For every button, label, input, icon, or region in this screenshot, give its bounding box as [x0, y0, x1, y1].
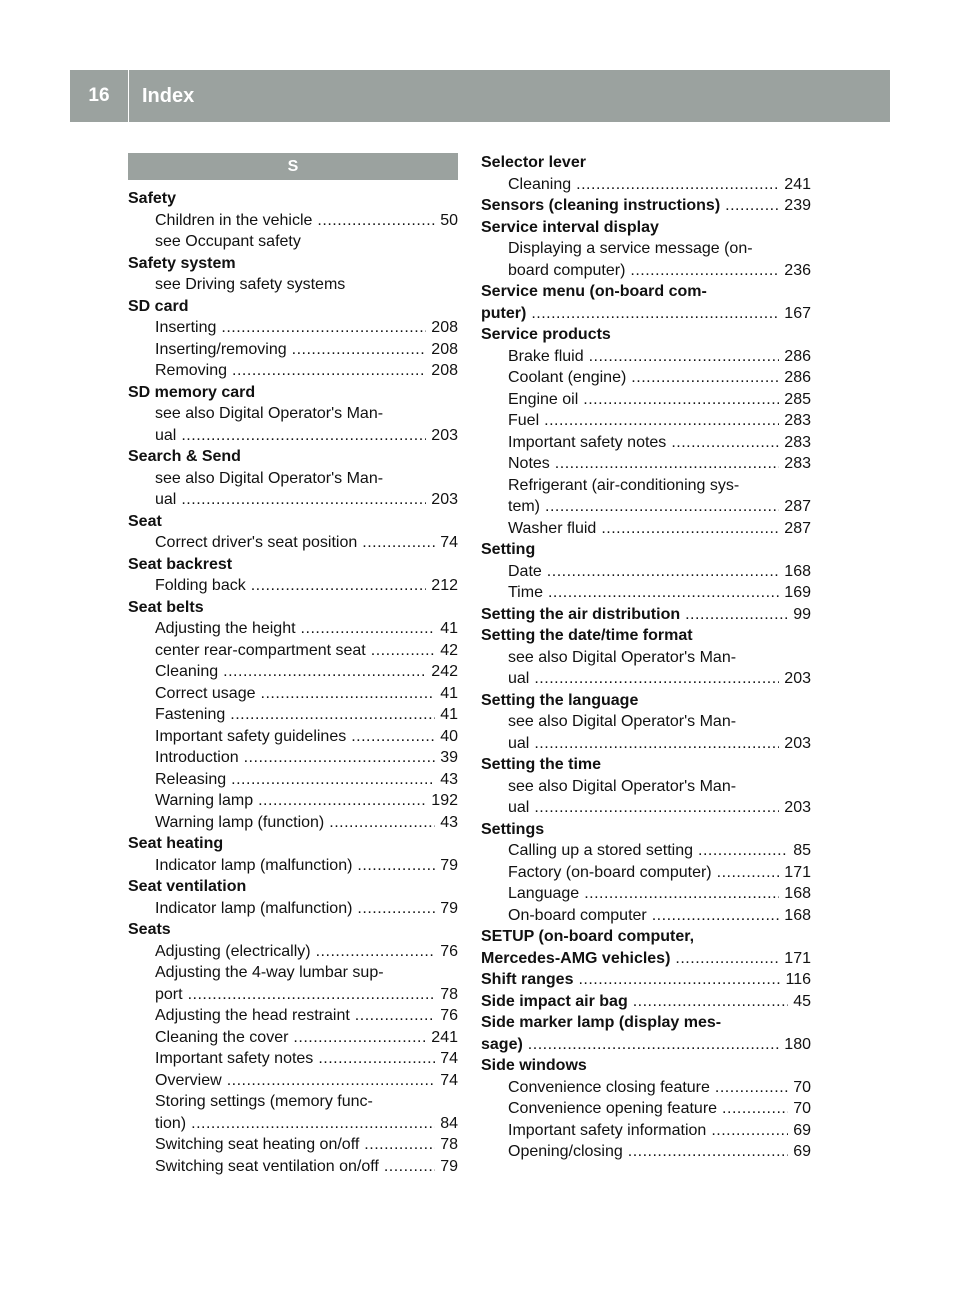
- dot-leader: [230, 704, 435, 726]
- dot-leader: [316, 941, 436, 963]
- page-reference: 283: [784, 455, 811, 472]
- index-subentry: [481, 561, 811, 583]
- index-subentry: [481, 668, 811, 690]
- index-subentry: [128, 532, 458, 554]
- index-subentry: [128, 855, 458, 877]
- index-heading: SD card: [128, 297, 189, 315]
- entry-text: Important safety guidelines: [155, 727, 347, 745]
- entry-text: Engine oil: [508, 390, 579, 408]
- dot-leader: [601, 518, 779, 540]
- dot-leader: [671, 432, 779, 454]
- entry-text: Important safety notes: [508, 433, 667, 451]
- index-subentry: see also Digital Operator's Man-: [155, 405, 384, 422]
- dot-leader: [631, 367, 779, 389]
- entry-text: Inserting: [155, 319, 217, 336]
- section-title: Index: [142, 84, 195, 107]
- dot-leader: [227, 1070, 436, 1092]
- entry-text: Cleaning the cover: [155, 1028, 289, 1046]
- index-subentry: see Occupant safety: [155, 233, 301, 250]
- index-heading: Search & Send: [128, 448, 241, 465]
- entry-text: Date: [508, 562, 542, 580]
- dot-leader: [685, 604, 788, 626]
- page-reference: 39: [440, 749, 458, 766]
- dot-leader: [181, 425, 426, 447]
- index-subentry: [128, 339, 458, 361]
- entry-text: tion): [155, 1114, 187, 1132]
- index-subentry: [128, 1070, 458, 1092]
- page-reference: 76: [440, 1007, 458, 1024]
- page-reference: 41: [440, 684, 458, 702]
- entry-text: Brake fluid: [508, 347, 584, 365]
- entry-text: ual: [508, 734, 530, 752]
- dot-leader: [555, 453, 780, 475]
- index-heading: Safety system: [128, 254, 236, 272]
- dot-leader: [223, 661, 426, 683]
- index-heading: Settings: [481, 820, 545, 838]
- dot-leader: [371, 640, 435, 662]
- dot-leader: [357, 898, 435, 920]
- entry-text: port: [155, 985, 183, 1003]
- page-reference: 85: [793, 842, 811, 859]
- dot-leader: [548, 582, 779, 604]
- page-reference: 168: [784, 906, 811, 924]
- index-subentry: [128, 210, 458, 232]
- index-subentry: [128, 941, 458, 963]
- entry-text: Warning lamp (function): [155, 813, 325, 831]
- page-reference: 78: [440, 1136, 458, 1153]
- index-subentry: [128, 640, 458, 662]
- index-heading: Setting the language: [481, 691, 639, 709]
- page-reference: 74: [440, 1050, 458, 1067]
- index-subentry: [481, 432, 811, 454]
- entry-text: ual: [155, 491, 177, 508]
- entry-text: Opening/closing: [508, 1143, 623, 1160]
- index-subentry: Displaying a service message (on-: [508, 240, 753, 257]
- dot-leader: [715, 1077, 788, 1099]
- page-reference: 286: [784, 369, 811, 386]
- page-reference: 287: [784, 519, 811, 537]
- page-reference: 171: [784, 949, 811, 967]
- index-subentry: [481, 883, 811, 905]
- dot-leader: [357, 855, 435, 877]
- entry-text: Warning lamp: [155, 792, 254, 809]
- index-subentry: [128, 769, 458, 791]
- page-reference: 79: [440, 899, 458, 917]
- page-reference: 74: [440, 1071, 458, 1089]
- page-reference: 203: [784, 670, 811, 687]
- entry-text: Adjusting (electrically): [155, 942, 311, 960]
- index-column-right: [481, 152, 811, 1163]
- entry-text: ual: [155, 426, 177, 444]
- entry-text: Setting the air distribution: [481, 605, 681, 623]
- index-subentry: see also Digital Operator's Man-: [508, 648, 737, 666]
- index-heading: Service menu (on-board com-: [481, 283, 707, 300]
- dot-leader: [675, 948, 779, 970]
- entry-text: puter): [481, 304, 527, 322]
- index-heading: Selector lever: [481, 154, 586, 171]
- entry-text: Coolant (engine): [508, 369, 627, 386]
- page-reference: 241: [431, 1028, 458, 1046]
- index-heading: Service interval display: [481, 218, 659, 236]
- entry-text: Inserting/removing: [155, 340, 287, 358]
- entry-text: Factory (on-board computer): [508, 863, 712, 881]
- entry-text: Switching seat heating on/off: [155, 1136, 360, 1153]
- dot-leader: [725, 195, 779, 217]
- page-reference: 169: [784, 584, 811, 601]
- dot-leader: [698, 840, 788, 862]
- entry-text: Cleaning: [508, 175, 572, 193]
- index-heading: [481, 991, 811, 1013]
- entry-text: Introduction: [155, 749, 239, 766]
- page-number: 16: [88, 85, 110, 106]
- dot-leader: [292, 339, 427, 361]
- entry-text: sage): [481, 1035, 523, 1053]
- index-subentry: [481, 1141, 811, 1163]
- entry-text: Sensors (cleaning instructions): [481, 197, 721, 214]
- page-reference: 239: [784, 197, 811, 214]
- dot-leader: [583, 389, 779, 411]
- index-subentry: [128, 704, 458, 726]
- dot-leader: [318, 1048, 435, 1070]
- entry-text: Side impact air bag: [481, 992, 628, 1010]
- index-subentry: [128, 661, 458, 683]
- dot-leader: [317, 210, 435, 232]
- index-subentry: [128, 984, 458, 1006]
- entry-text: ual: [508, 799, 530, 816]
- entry-text: center rear-compartment seat: [155, 641, 366, 659]
- page-reference: 69: [793, 1121, 811, 1139]
- dot-leader: [544, 410, 779, 432]
- index-heading: [481, 195, 811, 217]
- entry-text: Correct usage: [155, 684, 256, 702]
- entry-text: Fastening: [155, 706, 226, 723]
- dot-leader: [584, 883, 779, 905]
- page-reference: 241: [784, 175, 811, 193]
- index-subentry: [481, 797, 811, 819]
- page-reference: 192: [431, 792, 458, 809]
- page-reference: 84: [440, 1114, 458, 1132]
- entry-text: tem): [508, 498, 540, 515]
- index-heading: [481, 969, 811, 991]
- index-heading: Setting the time: [481, 756, 602, 773]
- dot-leader: [633, 991, 788, 1013]
- page-reference: 203: [431, 426, 458, 444]
- dot-leader: [261, 683, 436, 705]
- index-heading: Seat belts: [128, 598, 204, 616]
- index-subentry: [481, 389, 811, 411]
- index-heading: [481, 303, 811, 325]
- page-reference: 203: [784, 734, 811, 752]
- dot-leader: [578, 969, 780, 991]
- dot-leader: [351, 726, 435, 748]
- index-heading: SETUP (on-board computer,: [481, 928, 695, 945]
- page-reference: 40: [440, 727, 458, 745]
- page-reference: 212: [431, 577, 458, 594]
- index-subentry: [128, 726, 458, 748]
- index-subentry: [128, 575, 458, 597]
- dot-leader: [711, 1120, 788, 1142]
- index-subentry: [128, 317, 458, 339]
- index-subentry: [481, 453, 811, 475]
- index-heading: Seat heating: [128, 835, 224, 852]
- index-subentry: [481, 496, 811, 518]
- dot-leader: [231, 769, 435, 791]
- page-reference: 78: [440, 985, 458, 1003]
- index-subentry: [128, 618, 458, 640]
- dot-leader: [628, 1141, 788, 1163]
- dot-leader: [528, 1034, 780, 1056]
- page-reference: 41: [440, 706, 458, 723]
- page-reference: 116: [785, 971, 811, 988]
- entry-text: ual: [508, 670, 530, 687]
- index-subentry: Adjusting the 4-way lumbar sup-: [155, 964, 384, 981]
- entry-text: Fuel: [508, 412, 540, 429]
- index-heading: SD memory card: [128, 383, 256, 401]
- entry-text: Indicator lamp (malfunction): [155, 856, 353, 874]
- entry-text: Important safety notes: [155, 1050, 314, 1067]
- dot-leader: [221, 317, 426, 339]
- index-subentry: see also Digital Operator's Man-: [508, 713, 737, 730]
- entry-text: Important safety information: [508, 1121, 707, 1139]
- dot-leader: [362, 532, 435, 554]
- index-subentry: [481, 862, 811, 884]
- index-subentry: [481, 1077, 811, 1099]
- index-subentry: [481, 174, 811, 196]
- page-reference: 168: [784, 885, 811, 902]
- page-reference: 287: [784, 498, 811, 515]
- index-subentry: [481, 905, 811, 927]
- index-subentry: [128, 683, 458, 705]
- page-reference: 76: [440, 942, 458, 960]
- dot-leader: [188, 984, 436, 1006]
- index-heading: [481, 604, 811, 626]
- entry-text: Adjusting the height: [155, 620, 296, 637]
- page-reference: 99: [793, 605, 811, 623]
- page-reference: 41: [440, 620, 458, 637]
- index-subentry: [128, 790, 458, 812]
- entry-text: Indicator lamp (malfunction): [155, 899, 353, 917]
- dot-leader: [232, 360, 426, 382]
- page-reference: 208: [431, 340, 458, 358]
- entry-text: Language: [508, 885, 580, 902]
- entry-text: Washer fluid: [508, 519, 597, 537]
- entry-text: board computer): [508, 261, 626, 279]
- index-heading: Service products: [481, 326, 611, 343]
- index-subentry: [128, 360, 458, 382]
- page-reference: 168: [784, 562, 811, 580]
- index-subentry: [128, 1048, 458, 1070]
- entry-text: Removing: [155, 362, 228, 379]
- page-reference: 79: [440, 856, 458, 874]
- page-reference: 70: [793, 1100, 811, 1117]
- dot-leader: [589, 346, 780, 368]
- page-reference: 180: [784, 1035, 811, 1053]
- index-heading: Side marker lamp (display mes-: [481, 1014, 722, 1031]
- page-reference: 285: [784, 390, 811, 408]
- dot-leader: [251, 575, 427, 597]
- page-reference: 208: [431, 362, 458, 379]
- page-reference: 45: [793, 992, 811, 1010]
- index-heading: Seat: [128, 512, 162, 530]
- page-reference: 69: [793, 1143, 811, 1160]
- entry-text: Cleaning: [155, 663, 219, 680]
- page-reference: 79: [440, 1157, 458, 1175]
- index-subentry: [128, 425, 458, 447]
- entry-text: Switching seat ventilation on/off: [155, 1157, 379, 1175]
- page-reference: 43: [440, 770, 458, 788]
- dot-leader: [364, 1134, 435, 1156]
- entry-text: Convenience opening feature: [508, 1100, 718, 1117]
- page-reference: 74: [440, 534, 458, 551]
- index-subentry: [128, 1005, 458, 1027]
- entry-text: Adjusting the head restraint: [155, 1007, 350, 1024]
- index-heading: Seat backrest: [128, 555, 233, 573]
- dot-leader: [722, 1098, 788, 1120]
- index-heading: Seat ventilation: [128, 878, 247, 895]
- page-reference: 203: [784, 799, 811, 816]
- entry-text: On-board computer: [508, 906, 647, 924]
- index-subentry: [481, 582, 811, 604]
- index-subentry: [481, 840, 811, 862]
- page-reference: 50: [440, 211, 458, 229]
- index-heading: Safety: [128, 190, 177, 207]
- index-subentry: [481, 346, 811, 368]
- index-subentry: [481, 518, 811, 540]
- index-subentry: [481, 367, 811, 389]
- index-subentry: see also Digital Operator's Man-: [155, 469, 384, 487]
- entry-text: Overview: [155, 1071, 222, 1089]
- index-subentry: [128, 489, 458, 511]
- dot-leader: [301, 618, 436, 640]
- index-heading: Seats: [128, 921, 171, 938]
- dot-leader: [191, 1113, 435, 1135]
- index-column-left: [128, 153, 458, 1177]
- dot-leader: [258, 790, 426, 812]
- page-reference: 242: [431, 663, 458, 680]
- dot-leader: [534, 733, 779, 755]
- index-subentry: [128, 1134, 458, 1156]
- dot-leader: [534, 797, 779, 819]
- entry-text: Shift ranges: [481, 971, 574, 988]
- entry-list-left: [128, 188, 458, 1177]
- index-subentry: [128, 898, 458, 920]
- index-subentry: [481, 410, 811, 432]
- dot-leader: [652, 905, 780, 927]
- dot-leader: [717, 862, 780, 884]
- index-subentry: Refrigerant (air-conditioning sys-: [508, 476, 740, 494]
- page-reference: 70: [793, 1078, 811, 1096]
- entry-text: Time: [508, 584, 543, 601]
- dot-leader: [355, 1005, 435, 1027]
- index-heading: [481, 948, 811, 970]
- dot-leader: [547, 561, 780, 583]
- index-subentry: [128, 1156, 458, 1178]
- index-subentry: see also Digital Operator's Man-: [508, 777, 737, 795]
- index-subentry: [128, 1027, 458, 1049]
- entry-text: Calling up a stored setting: [508, 842, 693, 859]
- index-subentry: [481, 260, 811, 282]
- page-reference: 283: [784, 433, 811, 451]
- page-reference: 203: [431, 491, 458, 508]
- page-reference: 236: [784, 261, 811, 279]
- dot-leader: [576, 174, 779, 196]
- page-reference: 42: [440, 641, 458, 659]
- page-reference: 167: [784, 304, 811, 322]
- dot-leader: [384, 1156, 435, 1178]
- page-reference: 208: [431, 319, 458, 336]
- index-heading: Side windows: [481, 1057, 587, 1074]
- dot-leader: [545, 496, 779, 518]
- dot-leader: [630, 260, 779, 282]
- entry-text: Correct driver's seat position: [155, 534, 358, 551]
- index-heading: Setting: [481, 541, 536, 558]
- entry-text: Convenience closing feature: [508, 1078, 710, 1096]
- entry-text: Folding back: [155, 577, 246, 594]
- index-subentry: [481, 1120, 811, 1142]
- page-reference: 286: [784, 347, 811, 365]
- index-subentry: see Driving safety systems: [155, 276, 346, 293]
- dot-leader: [531, 303, 779, 325]
- entry-text: Children in the vehicle: [155, 211, 313, 229]
- index-heading: Setting the date/time format: [481, 627, 693, 644]
- page-reference: 43: [440, 813, 458, 831]
- entry-list-right: [481, 152, 811, 1163]
- page-reference: 171: [784, 863, 811, 881]
- index-subentry: [128, 1113, 458, 1135]
- index-subentry: Storing settings (memory func-: [155, 1093, 373, 1110]
- index-heading: [481, 1034, 811, 1056]
- header-divider: [128, 70, 129, 122]
- dot-leader: [329, 812, 435, 834]
- index-subentry: [481, 733, 811, 755]
- index-subentry: [128, 747, 458, 769]
- index-subentry: [481, 1098, 811, 1120]
- dot-leader: [244, 747, 436, 769]
- page-header: [70, 70, 890, 122]
- index-subentry: [128, 812, 458, 834]
- letter-heading: S: [128, 153, 458, 180]
- entry-text: Releasing: [155, 770, 227, 788]
- dot-leader: [293, 1027, 426, 1049]
- entry-text: Mercedes-AMG vehicles): [481, 949, 671, 967]
- entry-text: Notes: [508, 455, 550, 472]
- dot-leader: [181, 489, 426, 511]
- dot-leader: [534, 668, 779, 690]
- page-reference: 283: [784, 412, 811, 429]
